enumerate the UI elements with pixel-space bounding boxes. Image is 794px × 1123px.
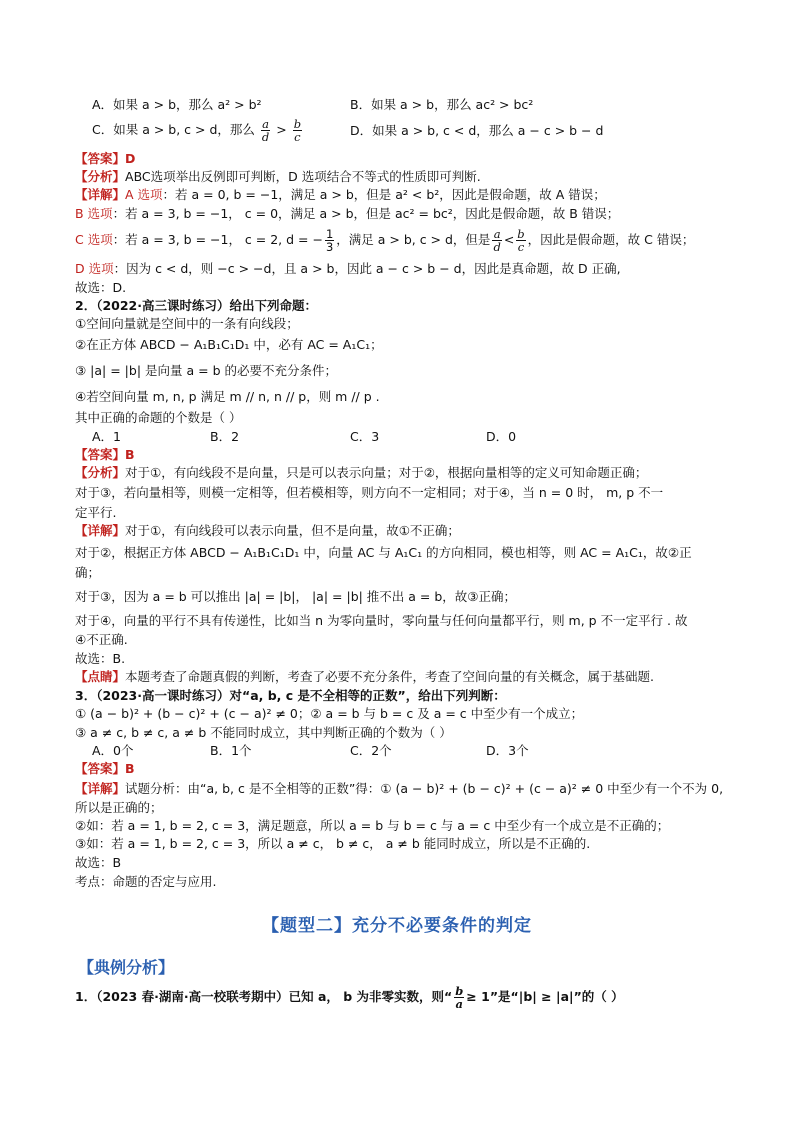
q1-option-b: B．如果 a > b，那么 ac² > bc² (350, 97, 534, 112)
q1-option-c-gt: > (276, 122, 287, 137)
q2-option-b: B．2 (210, 429, 240, 444)
q2-detail-4: 对于③，因为 a = b 可以推出 |a| = |b|， |a| = |b| 推不出 a = b，故③正确； (75, 589, 517, 604)
q2-detail-1: 【详解】对于①，有向线段可以表示向量，但不是向量，故①不正确； (75, 523, 460, 538)
q2-analysis-1: 【分析】对于①，有向线段不是向量，只是可以表示向量；对于②，根据向量相等的定义可知命题正确； (75, 465, 648, 480)
section-title: 【题型二】充分不必要条件的判定 (262, 916, 532, 936)
q3-title: 3．（2023·高一课时练习）对“a, b, c 是不全相等的正数”，给出下列判断： (75, 688, 506, 703)
q3-option-d: D．3个 (486, 743, 529, 758)
q1-answer: 【答案】D (75, 151, 136, 166)
q3-detail-4: ③如：若 a = 1, b = 2, c = 3，所以 a ≠ c， b ≠ c， a ≠ b 能同时成立，所以是不正确的. (75, 836, 591, 851)
q2-detail-6: ④不正确. (75, 632, 128, 647)
q2-analysis-3: 定平行. (75, 505, 117, 520)
q2-comment: 【点睛】本题考查了命题真假的判断，考查了必要不充分条件，考查了空间向量的有关概念，属于基础题. (75, 669, 654, 684)
q1-option-c (92, 118, 304, 143)
q2-analysis-2: 对于③，若向量相等，则模一定相等，但若模相等，则方向不一定相同；对于④，当 n = 0 时， m, p 不一 (75, 485, 664, 500)
q2-choose: 故选：B. (75, 651, 126, 666)
q2-detail-5: 对于④，向量的平行不具有传递性，比如当 n 为零向量时，零向量与任何向量都平行，则 m, p 不一定平行 . 故 (75, 613, 688, 628)
q1-detail-c-frac3: $\frac{b}{c}$ (517, 227, 525, 254)
q1-option-d: D．如果 a > b, c < d，那么 a − c > b − d (350, 123, 604, 138)
q3-judge-2: ③ a ≠ c, b ≠ c, a ≠ b 不能同时成立，其中判断正确的个数为（ ） (75, 725, 452, 740)
q2-prop-4: ④若空间向量 m, n, p 满足 m // n, n // p，则 m // p . (75, 389, 380, 404)
q1-detail-c-frac1: $\frac{1}{3}$ (325, 227, 334, 254)
q3-option-b: B．1个 (210, 743, 252, 758)
q2-prop-2: ②在正方体 ABCD − A₁B₁C₁D₁ 中，必有 AC = A₁C₁； (75, 337, 383, 352)
q1-detail-c-frac2: $\frac{a}{d}$ (493, 227, 501, 254)
q2-option-c: C．3 (350, 429, 380, 444)
q2-prop-1: ①空间向量就是空间中的一条有向线段； (75, 316, 299, 331)
q3-option-a: A．0个 (92, 743, 134, 758)
q2-option-d: D．0 (486, 429, 517, 444)
q1-option-c-frac1: $\frac{a}{d}$ (261, 117, 270, 144)
q2-option-a: A．1 (92, 429, 122, 444)
q1-detail-c: C 选项：若 a = 3, b = −1， c = 2, d = − $\frac{1}{3}$ ，满足 a > b, c > d，但是 $\frac{a}{d}$ < $\frac{b}{c}$ ，因此是假命题，故 C 错误； (75, 227, 695, 254)
subsection-title: 【典例分析】 (78, 958, 175, 977)
q1-detail-b: B 选项：若 a = 3, b = −1， c = 0，满足 a > b，但是 ac² = bc²，因此是假命题，故 B 错误； (75, 206, 620, 221)
q2-detail-3: 确； (75, 565, 101, 580)
q4-frac: $\frac{b}{a}$ (455, 984, 464, 1011)
q1-option-a: A．如果 a > b，那么 a² > b² (92, 97, 262, 112)
q3-kaodian: 考点：命题的否定与应用. (75, 874, 217, 889)
q1-option-c-text: C．如果 a > b, c > d，那么 (92, 122, 255, 137)
q2-answer: 【答案】B (75, 447, 135, 462)
q3-detail-3: ②如：若 a = 1, b = 2, c = 3，满足题意，所以 a = b 与 b = c 与 a = c 中至少有一个成立是不正确的； (75, 818, 670, 833)
q1-detail-a: 【详解】A 选项：若 a = 0, b = −1，满足 a > b，但是 a² < b²，因此是假命题，故 A 错误； (75, 187, 606, 202)
q2-ask: 其中正确的命题的个数是（ ） (75, 410, 242, 425)
q2-prop-3: ③ |a| = |b| 是向量 a = b 的必要不充分条件； (75, 363, 337, 378)
q1-detail-d: D 选项：因为 c < d，则 −c > −d，且 a > b，因此 a − c > b − d，因此是真命题，故 D 正确, (75, 261, 621, 276)
q2-detail-2: 对于②，根据正方体 ABCD − A₁B₁C₁D₁ 中，向量 AC 与 A₁C₁ 的方向相同，模也相等，则 AC = A₁C₁，故②正 (75, 545, 692, 560)
q3-judge-1: ① (a − b)² + (b − c)² + (c − a)² ≠ 0；② a = b 与 b = c 及 a = c 中至少有一个成立； (75, 706, 584, 721)
q3-detail-2: 所以是正确的； (75, 800, 163, 815)
q3-detail-1: 【详解】试题分析：由“a, b, c 是不全相等的正数”得：① (a − b)² + (b − c)² + (c − a)² ≠ 0 中至少有一个不为 0, (75, 781, 724, 796)
q4-stem: 1．（2023 春·湖南·高一校联考期中）已知 a， b 为非零实数，则“ $\frac{b}{a}$ ≥ 1”是“|b| ≥ |a|”的（ ） (75, 984, 624, 1011)
q3-answer: 【答案】B (75, 761, 135, 776)
q1-analysis: 【分析】ABC选项举出反例即可判断，D 选项结合不等式的性质即可判断. (75, 169, 481, 184)
q1-option-c-frac2: $\frac{b}{c}$ (293, 117, 302, 144)
q2-title: 2．（2022·高三课时练习）给出下列命题： (75, 298, 317, 313)
q3-choose: 故选：B (75, 855, 122, 870)
q3-option-c: C．2个 (350, 743, 392, 758)
q1-choose: 故选：D. (75, 280, 127, 295)
